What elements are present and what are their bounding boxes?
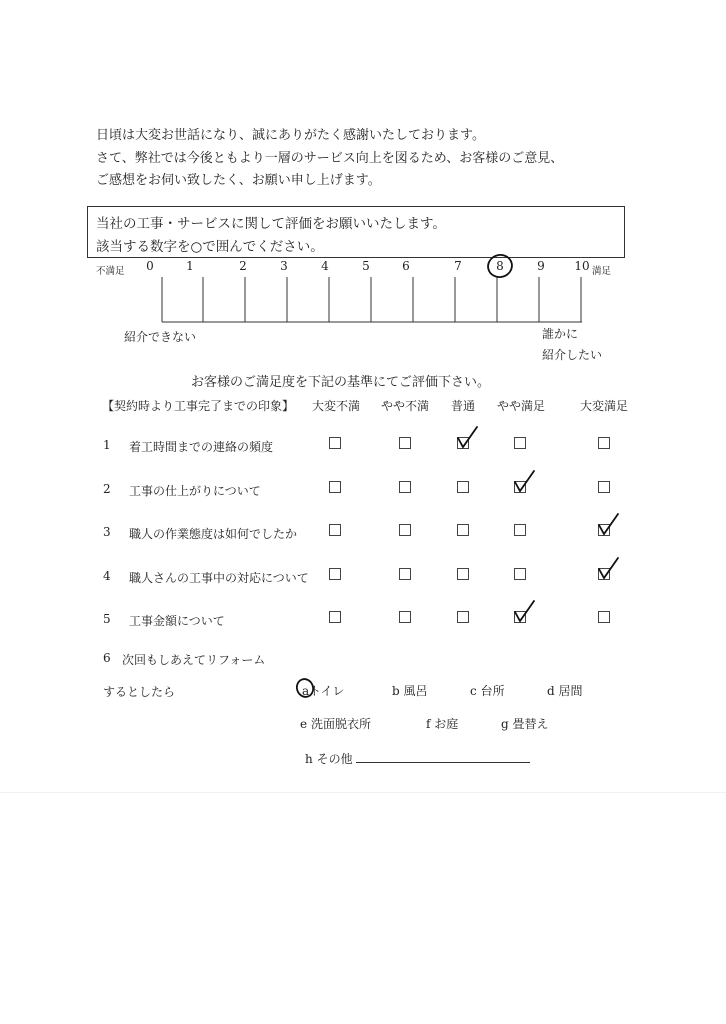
checkbox-q4-somewhat-satisfied[interactable]: [514, 568, 526, 580]
option-g-label: 畳替え: [512, 717, 549, 731]
option-g[interactable]: [501, 715, 549, 732]
check-mark-q2: [514, 469, 534, 489]
scan-edge-line: [0, 792, 726, 793]
question-5-text: 工事金額について: [129, 614, 225, 628]
scale-number-0[interactable]: 0: [146, 259, 154, 273]
rating-instruction-line-2: 該当する数字を○で囲んでください。: [96, 239, 324, 255]
question-6-text-2: するとしたら: [103, 685, 176, 699]
checkbox-q3-somewhat-satisfied[interactable]: [514, 524, 526, 536]
scale-number-8[interactable]: 8: [496, 259, 504, 273]
option-c-letter: c: [470, 684, 477, 698]
option-a-letter: a: [302, 684, 310, 698]
checkbox-q1-very-dissatisfied[interactable]: [329, 437, 341, 449]
question-2-text: 工事の仕上がりについて: [129, 484, 261, 498]
column-header-somewhat-satisfied: やや満足: [496, 399, 546, 413]
option-h-write-in-line[interactable]: [356, 762, 530, 763]
option-d[interactable]: [547, 682, 583, 699]
checkbox-q2-somewhat-dissatisfied[interactable]: [399, 481, 411, 493]
check-mark-q1: [457, 425, 477, 445]
question-4-text: 職人さんの工事中の対応について: [129, 571, 309, 585]
rating-instruction-line-1: 当社の工事・サービスに関して評価をお願いいたします。: [96, 216, 446, 232]
check-mark-q3: [598, 512, 618, 532]
scale-number-6[interactable]: 6: [402, 259, 410, 273]
intro-line-3: ご感想をお伺い致したく、お願い申し上げます。: [96, 173, 381, 188]
scale-right-caption-1: 誰かに: [542, 327, 579, 341]
section-header-label: 【契約時より工事完了までの印象】: [102, 399, 295, 413]
option-g-letter: g: [501, 717, 509, 731]
checkbox-q5-neutral[interactable]: [457, 611, 469, 623]
option-c[interactable]: [470, 682, 505, 699]
checkbox-q1-very-satisfied[interactable]: [598, 437, 610, 449]
scale-right-label: 満足: [592, 266, 612, 277]
scale-left-label: 不満足: [96, 266, 125, 277]
scale-number-10[interactable]: 10: [574, 259, 590, 273]
question-4-number: 4: [103, 569, 111, 583]
checkbox-q2-neutral[interactable]: [457, 481, 469, 493]
question-3-number: 3: [103, 525, 111, 539]
option-b-letter: b: [392, 684, 400, 698]
option-h[interactable]: [305, 750, 353, 767]
intro-line-1: 日頃は大変お世話になり、誠にありがたく感謝いたしております。: [96, 128, 485, 143]
scale-number-4[interactable]: 4: [321, 259, 329, 273]
option-c-label: 台所: [480, 684, 505, 698]
scale-number-7[interactable]: 7: [454, 259, 462, 273]
scale-number-3[interactable]: 3: [280, 259, 288, 273]
checkbox-q1-somewhat-satisfied[interactable]: [514, 437, 526, 449]
checkbox-q5-very-dissatisfied[interactable]: [329, 611, 341, 623]
option-b[interactable]: [392, 682, 428, 699]
intro-line-2: さて、弊社では今後ともより一層のサービス向上を図るため、お客様のご意見、: [96, 151, 564, 166]
question-5-number: 5: [103, 612, 111, 626]
checkbox-q1-somewhat-dissatisfied[interactable]: [399, 437, 411, 449]
option-b-label: 風呂: [403, 684, 428, 698]
scale-number-9[interactable]: 9: [537, 259, 545, 273]
selected-score-circle: [486, 252, 515, 279]
section-title: お客様のご満足度を下記の基準にてご評価下さい。: [191, 375, 491, 390]
checkbox-q5-somewhat-dissatisfied[interactable]: [399, 611, 411, 623]
column-header-very-dissatisfied: 大変不満: [311, 399, 361, 413]
checkbox-q3-very-dissatisfied[interactable]: [329, 524, 341, 536]
checkbox-q4-somewhat-dissatisfied[interactable]: [399, 568, 411, 580]
checkbox-q2-very-dissatisfied[interactable]: [329, 481, 341, 493]
question-6-text: 次回もしあえてリフォーム: [122, 653, 266, 667]
option-e-letter: e: [300, 717, 308, 731]
checkbox-q3-somewhat-dissatisfied[interactable]: [399, 524, 411, 536]
scale-number-1[interactable]: 1: [186, 259, 194, 273]
option-e-label: 洗面脱衣所: [310, 717, 371, 731]
check-mark-q4: [598, 556, 618, 576]
column-header-neutral: 普通: [450, 399, 476, 413]
checkbox-q3-neutral[interactable]: [457, 524, 469, 536]
option-d-label: 居間: [558, 684, 583, 698]
check-mark-q5: [514, 599, 534, 619]
option-h-label: その他: [316, 752, 353, 766]
option-f[interactable]: [426, 715, 458, 732]
question-6-number: 6: [103, 651, 111, 665]
scale-number-2[interactable]: 2: [239, 259, 247, 273]
checkbox-q2-very-satisfied[interactable]: [598, 481, 610, 493]
option-f-label: お庭: [434, 717, 459, 731]
scale-left-caption: 紹介できない: [124, 330, 197, 344]
checkbox-q5-very-satisfied[interactable]: [598, 611, 610, 623]
checkbox-q4-very-dissatisfied[interactable]: [329, 568, 341, 580]
column-header-very-satisfied: 大変満足: [579, 399, 629, 413]
question-2-number: 2: [103, 482, 111, 496]
option-a-selected-circle: [290, 675, 320, 701]
option-e[interactable]: [300, 715, 371, 732]
scale-bar: [0, 0, 726, 340]
option-a-label: トイレ: [309, 684, 345, 698]
option-h-letter: h: [305, 752, 313, 766]
question-1-text: 着工時間までの連絡の頻度: [129, 440, 274, 454]
question-1-number: 1: [103, 438, 111, 452]
option-f-letter: f: [426, 717, 431, 731]
checkbox-q4-neutral[interactable]: [457, 568, 469, 580]
question-3-text: 職人の作業態度は如何でしたか: [129, 527, 298, 541]
scale-number-5[interactable]: 5: [362, 259, 370, 273]
scale-right-caption-2: 紹介したい: [542, 348, 603, 362]
option-d-letter: d: [547, 684, 555, 698]
column-header-somewhat-dissatisfied: やや不満: [380, 399, 430, 413]
